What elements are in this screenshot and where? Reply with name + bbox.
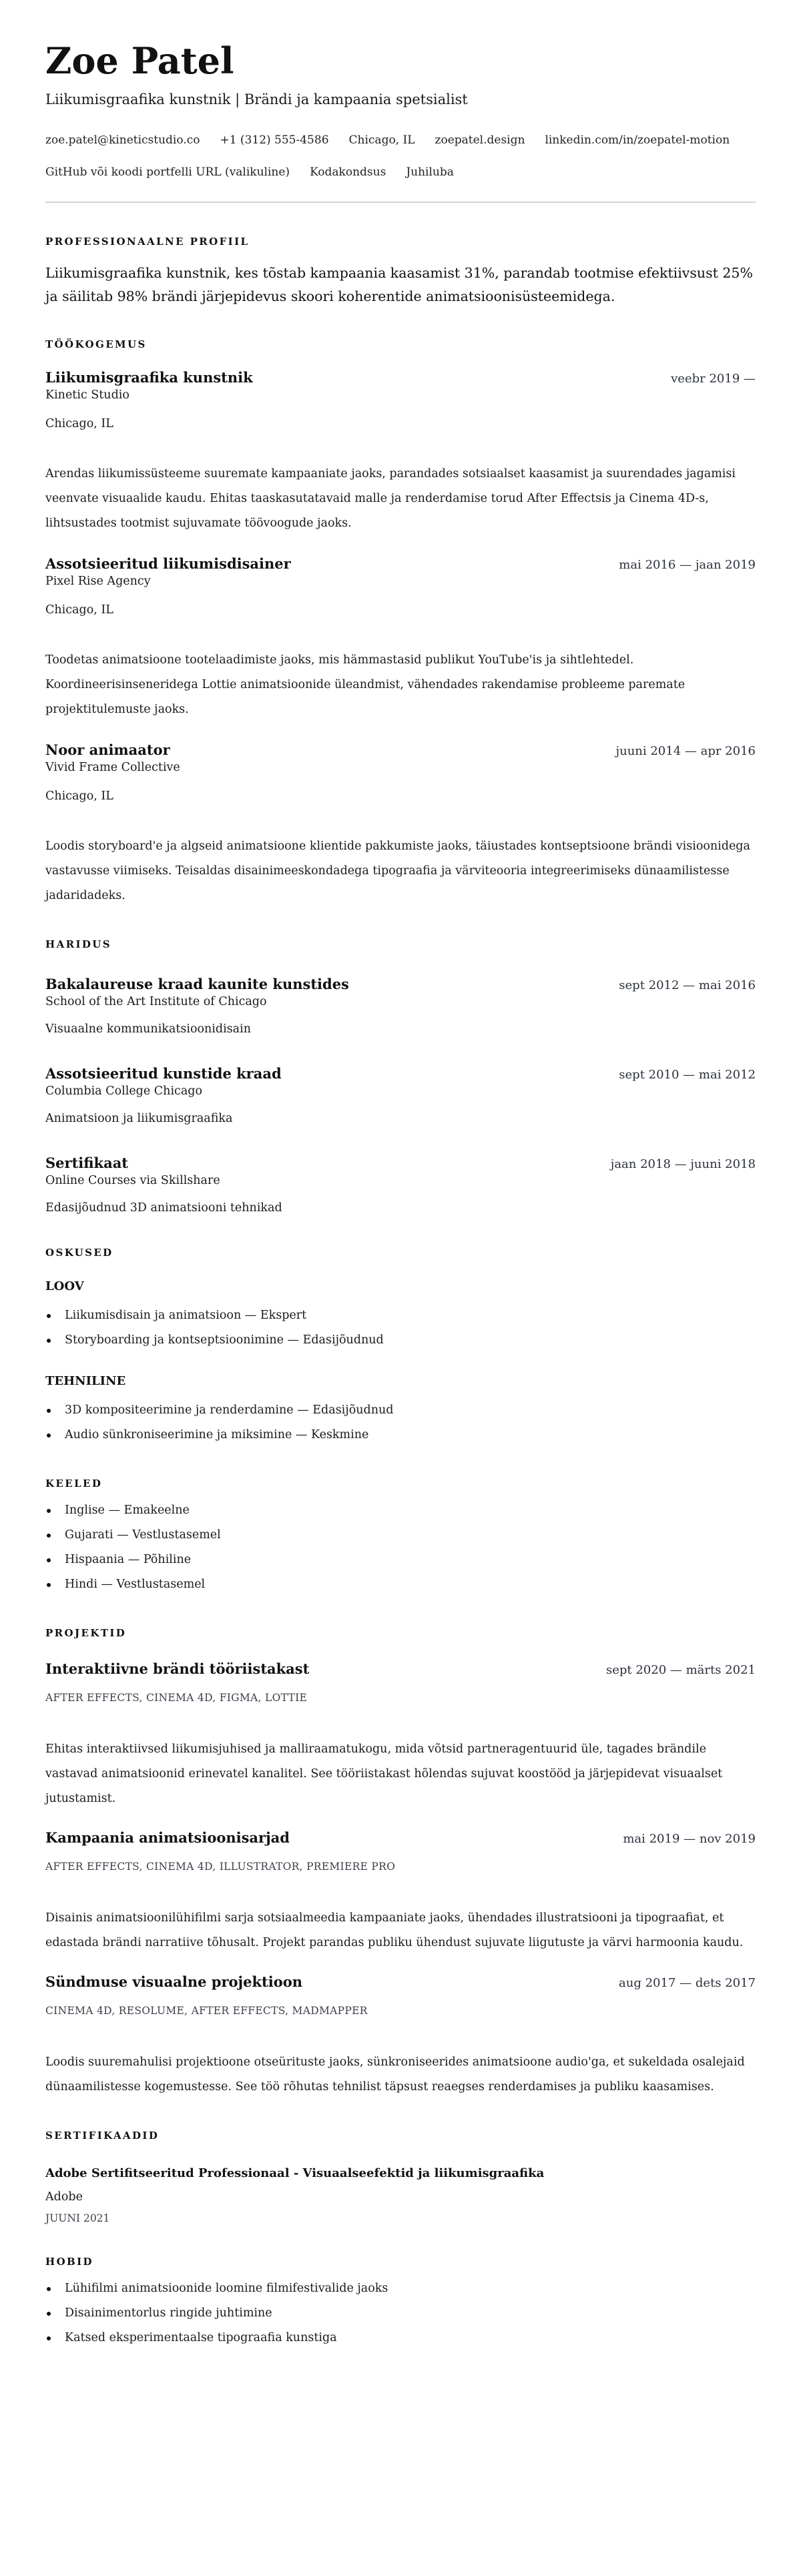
hobby-list — [45, 2276, 756, 2350]
project-dates: aug 2017 — dets 2017 — [619, 1976, 756, 1990]
skill-list-creative — [45, 1303, 756, 1353]
profile-section — [45, 235, 756, 308]
education-degree: Sertifikaat — [45, 1155, 129, 1171]
experience-role: Noor animaator — [45, 741, 170, 758]
education-dates: jaan 2018 — juuni 2018 — [610, 1157, 756, 1171]
hobby-item: Disainimentorlus ringide juhtimine — [45, 2301, 756, 2326]
education-school: Columbia College Chicago — [45, 1084, 203, 1098]
project-description: Ehitas interaktiivsed liikumisjuhised ja malliraamatukogu, mida võtsid partneragentuurid üle, tagades brändile vastavad animatsioonid erinevatel kanalitel. See tööriistakast hõlendas sujuvat koostööd ja järjepidevat visuaalset jutustamist. — [45, 1742, 723, 1805]
education-dates: sept 2010 — mai 2012 — [619, 1068, 756, 1082]
contact-github[interactable]: GitHub või koodi portfelli URL (valikuline) — [45, 166, 290, 179]
project-name: Interaktiivne brändi tööriistakast — [45, 1660, 310, 1677]
candidate-headline: Liikumisgraafika kunstnik | Brändi ja kampaania spetsialist — [45, 91, 468, 107]
section-title-projects: PROJEKTID — [45, 1627, 127, 1639]
certification-issuer: Adobe — [45, 2190, 83, 2204]
skill-group-title-technical: TEHNILINE — [45, 1374, 126, 1388]
experience-description: Loodis storyboard'e ja algseid animatsioone klientide pakkumiste jaoks, täiustades kontseptsioone brändi visioonidega vastavusse viimiseks. Teisaldas disainimeeskondadega tipograafia ja värviteooria integreerimiseks dünaamilistesse jadaridadeks. — [45, 840, 750, 902]
contact-drivers-license: Juhiluba — [406, 166, 454, 179]
contact-citizenship: Kodakondsus — [310, 166, 386, 179]
skill-item: Audio sünkroniseerimine ja miksimine — Keskmine — [45, 1423, 756, 1447]
resume-header — [45, 39, 756, 188]
experience-description: Toodetas animatsioone tootelaadimiste jaoks, mis hämmastasid publikut YouTube'is ja sihtlehtedel. Koordineerisinseneridega Lottie animatsioonide üleandmist, vähendades rakendamise probleeme paremate projektitulemuste jaoks. — [45, 653, 686, 716]
project-tech-stack: CINEMA 4D, RESOLUME, AFTER EFFECTS, MADMAPPER — [45, 2005, 368, 2017]
skill-item: Liikumisdisain ja animatsioon — Ekspert — [45, 1303, 756, 1328]
experience-company: Kinetic Studio — [45, 388, 129, 402]
language-list — [45, 1498, 756, 1597]
project-tech-stack: AFTER EFFECTS, CINEMA 4D, ILLUSTRATOR, PREMIERE PRO — [45, 1861, 396, 1873]
experience-item — [45, 741, 756, 908]
education-field: Animatsioon ja liikumisgraafika — [45, 1112, 233, 1125]
certifications-section — [45, 2129, 756, 2226]
skill-item: Storyboarding ja kontseptsioonimine — Edasijõudnud — [45, 1328, 756, 1353]
skill-group-title-creative: LOOV — [45, 1279, 84, 1293]
language-item: Hispaania — Põhiline — [45, 1548, 756, 1572]
experience-role: Liikumisgraafika kunstnik — [45, 369, 253, 386]
contact-email[interactable]: zoe.patel@kineticstudio.co — [45, 133, 200, 147]
project-dates: sept 2020 — märts 2021 — [605, 1663, 756, 1677]
certification-date: JUUNI 2021 — [45, 2212, 110, 2224]
languages-section — [45, 1477, 756, 1597]
language-item: Inglise — Emakeelne — [45, 1498, 756, 1523]
section-title-profile: PROFESSIONAALNE PROFIIL — [45, 236, 250, 248]
education-degree: Bakalaureuse kraad kaunite kunstides — [45, 976, 349, 992]
education-field: Edasijõudnud 3D animatsiooni tehnikad — [45, 1201, 282, 1215]
section-title-experience: TÖÖKOGEMUS — [45, 338, 147, 350]
project-tech-stack: AFTER EFFECTS, CINEMA 4D, FIGMA, LOTTIE — [45, 1692, 308, 1704]
experience-company: Vivid Frame Collective — [45, 761, 180, 774]
project-item — [45, 1660, 756, 1811]
project-item — [45, 1829, 756, 1955]
experience-location: Chicago, IL — [45, 603, 113, 617]
skill-item: 3D kompositeerimine ja renderdamine — Edasijõudnud — [45, 1398, 756, 1423]
project-description: Loodis suuremahulisi projektioone otseürituste jaoks, sünkroniseerides animatsioone audio'ga, et sukeldada osalejaid dünaamilistesse kogemustesse. See töö rõhutas tehnilist täpsust reaegses renderdamises ja publiku kaasamises. — [45, 2055, 745, 2094]
profile-summary: Liikumisgraafika kunstnik, kes tõstab kampaania kaasamist 31%, parandab tootmise efektiivsust 25% ja säilitab 98% brändi järjepidevus skoori koherentide animatsioonisüsteemidega. — [45, 265, 753, 304]
hobby-item: Lühifilmi animatsioonide loomine filmifestivalide jaoks — [45, 2276, 756, 2301]
section-title-hobbies: HOBID — [45, 2256, 93, 2268]
project-description: Disainis animatsioonilühifilmi sarja sotsiaalmeedia kampaaniate jaoks, ühendades illustratsiooni ja tipograafiat, et edastada brändi narratiive tõhusalt. Projekt parandas publiku ühendust sujuvate liigutuste ja värvi harmoonia kaudu. — [45, 1911, 744, 1949]
header-divider — [45, 202, 756, 203]
certification-name: Adobe Sertifitseeritud Professionaal - Visuaalseefektid ja liikumisgraafika — [45, 2166, 545, 2180]
education-school: School of the Art Institute of Chicago — [45, 995, 267, 1008]
section-title-education: HARIDUS — [45, 938, 112, 950]
skill-list-technical — [45, 1398, 756, 1447]
education-field: Visuaalne kommunikatsioonidisain — [45, 1022, 251, 1036]
contact-website[interactable]: zoepatel.design — [435, 133, 525, 147]
contact-list — [45, 124, 756, 188]
experience-dates: mai 2016 — jaan 2019 — [619, 558, 756, 572]
language-item: Gujarati — Vestlustasemel — [45, 1523, 756, 1548]
contact-phone[interactable]: +1 (312) 555-4586 — [220, 133, 329, 147]
experience-company: Pixel Rise Agency — [45, 575, 151, 588]
experience-dates: veebr 2019 — — [671, 372, 756, 386]
education-item — [45, 1064, 756, 1127]
certification-item — [45, 2165, 756, 2226]
section-title-languages: KEELED — [45, 1478, 103, 1490]
language-item: Hindi — Vestlustasemel — [45, 1572, 756, 1597]
contact-location: Chicago, IL — [348, 133, 415, 147]
experience-description: Arendas liikumissüsteeme suuremate kampaaniate jaoks, parandades sotsiaalset kaasamist ja suurendades jagamisi veenvate visuaalide kaudu. Ehitas taaskasutatavaid malle ja renderdamise torud After Effectsis ja Cinema 4D-s, lihtsustades tootmist sujuvamate töövoogude jaoks. — [45, 467, 736, 530]
education-degree: Assotsieeritud kunstide kraad — [45, 1065, 282, 1082]
section-title-certifications: SERTIFIKAADID — [45, 2130, 160, 2142]
projects-section — [45, 1626, 756, 2100]
experience-dates: juuni 2014 — apr 2016 — [615, 744, 756, 758]
hobby-item: Katsed eksperimentaalse tipograafia kunstiga — [45, 2326, 756, 2350]
contact-linkedin[interactable]: linkedin.com/in/zoepatel-motion — [545, 133, 730, 147]
experience-section — [45, 338, 756, 908]
project-name: Kampaania animatsioonisarjad — [45, 1829, 290, 1846]
experience-item — [45, 555, 756, 722]
experience-role: Assotsieeritud liikumisdisainer — [45, 555, 291, 572]
project-item — [45, 1973, 756, 2100]
experience-location: Chicago, IL — [45, 789, 113, 803]
hobbies-section — [45, 2255, 756, 2350]
project-dates: mai 2019 — nov 2019 — [623, 1832, 756, 1846]
education-item — [45, 1154, 756, 1217]
education-section — [45, 938, 756, 1217]
skills-section — [45, 1246, 756, 1447]
candidate-name: Zoe Patel — [45, 39, 234, 82]
education-school: Online Courses via Skillshare — [45, 1174, 220, 1187]
education-item — [45, 975, 756, 1038]
project-name: Sündmuse visuaalne projektioon — [45, 1973, 302, 1990]
education-dates: sept 2012 — mai 2016 — [619, 978, 756, 992]
experience-location: Chicago, IL — [45, 417, 113, 430]
section-title-skills: OSKUSED — [45, 1247, 113, 1259]
experience-item — [45, 368, 756, 536]
